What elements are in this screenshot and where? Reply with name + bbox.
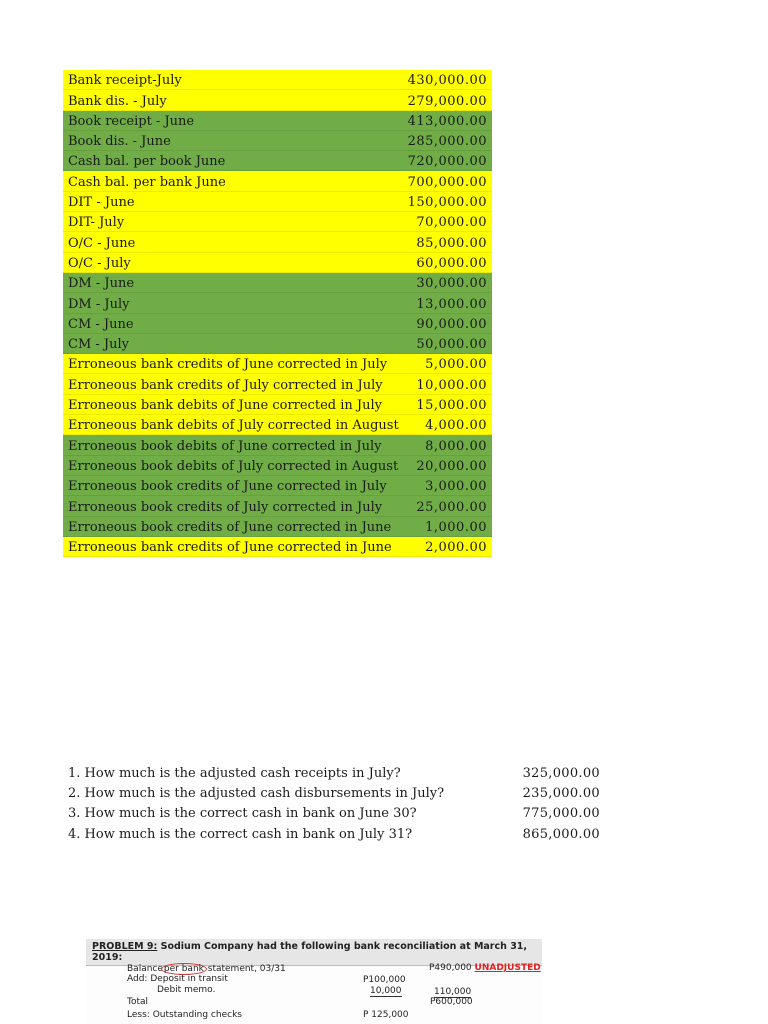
row-value: 700,000.00 [407, 174, 487, 190]
oc-label: Outstanding checks [152, 1010, 242, 1020]
table-row [63, 151, 492, 171]
table-row [63, 192, 492, 212]
table-row [63, 395, 492, 415]
row-label: Book receipt - June [68, 113, 195, 129]
add-total-value: 110,000 [434, 987, 472, 997]
question-answer: 325,000.00 [522, 765, 600, 781]
row-label: Erroneous book credits of June corrected in July [68, 479, 387, 495]
question-list [68, 763, 600, 845]
row-value: 3,000.00 [425, 479, 487, 495]
row-value: 15,000.00 [416, 398, 487, 414]
row-value: 70,000.00 [416, 215, 487, 231]
row-value: 85,000.00 [416, 235, 487, 251]
row-label: Erroneous book debits of July corrected in August [68, 458, 399, 474]
debit-memo-value: 10,000 [370, 986, 402, 996]
row-value: 50,000.00 [416, 337, 487, 353]
table-row [63, 537, 492, 557]
table-row [63, 354, 492, 374]
debit-memo-label: Debit memo. [157, 985, 216, 995]
question-item [68, 763, 600, 783]
table-row [63, 374, 492, 394]
row-value: 60,000.00 [416, 255, 487, 271]
question-item [68, 783, 600, 803]
table-row [63, 314, 492, 334]
row-value: 90,000.00 [416, 316, 487, 332]
problem-9-image [86, 939, 542, 1024]
table-row [63, 253, 492, 273]
table-row [63, 517, 492, 537]
table-row [63, 273, 492, 293]
row-label: Erroneous book credits of July corrected in July [68, 499, 383, 515]
row-value: 25,000.00 [416, 499, 487, 515]
oc-value: P 125,000 [363, 1010, 409, 1020]
table-row [63, 90, 492, 110]
add-label: Add: [127, 974, 148, 984]
table-row [63, 232, 492, 252]
question-item [68, 804, 600, 824]
row-label: Erroneous bank debits of July corrected in August [68, 418, 399, 434]
row-value: 13,000.00 [416, 296, 487, 312]
row-value: 10,000.00 [416, 377, 487, 393]
row-label: DM - July [68, 296, 130, 312]
row-value: 150,000.00 [407, 195, 487, 211]
question-answer: 235,000.00 [522, 786, 600, 802]
row-label: Cash bal. per bank June [68, 174, 226, 190]
table-row [63, 70, 492, 90]
row-label: Erroneous bank credits of July corrected in July [68, 377, 383, 393]
question-text: 2. How much is the adjusted cash disbursements in July? [68, 786, 445, 802]
row-label: Erroneous bank credits of June corrected in July [68, 357, 388, 373]
balance-value-line [429, 963, 541, 973]
row-value: 279,000.00 [407, 93, 487, 109]
problem-header [86, 939, 542, 966]
row-label: CM - July [68, 337, 130, 353]
dit-value: P100,000 [363, 975, 406, 985]
row-label: Erroneous bank debits of June corrected in July [68, 398, 382, 414]
less-line [127, 1010, 242, 1020]
table-row [63, 415, 492, 435]
less-label: Less: [127, 1010, 150, 1020]
row-value: 285,000.00 [407, 134, 487, 150]
table-row [63, 212, 492, 232]
row-label: Cash bal. per book June [68, 154, 226, 170]
row-label: Erroneous book debits of June corrected in July [68, 438, 382, 454]
question-item [68, 824, 600, 844]
question-answer: 865,000.00 [522, 826, 600, 842]
table-row [63, 293, 492, 313]
table-row [63, 476, 492, 496]
row-label: DIT - June [68, 195, 135, 211]
total-value: P600,000 [430, 997, 473, 1007]
row-label: CM - June [68, 316, 134, 332]
row-label: O/C - June [68, 235, 136, 251]
table-row [63, 334, 492, 354]
row-label: Erroneous bank credits of June corrected in June [68, 540, 392, 556]
question-text: 3. How much is the correct cash in bank on June 30? [68, 806, 417, 822]
problem-number: PROBLEM 9: [92, 941, 158, 952]
row-value: 20,000.00 [416, 458, 487, 474]
balance-label: Balance [127, 964, 163, 974]
table-row [63, 131, 492, 151]
reconciliation-data-table [63, 70, 492, 557]
dit-label: Deposit in transit [150, 974, 228, 984]
problem-title: Sodium Company had the following bank reconciliation at March 31, 2019: [92, 941, 528, 963]
add-line [127, 974, 228, 984]
table-row [63, 111, 492, 131]
row-label: DM - June [68, 276, 135, 292]
table-row [63, 435, 492, 455]
balance-value: P490,000 [429, 963, 472, 973]
question-text: 4. How much is the correct cash in bank on July 31? [68, 826, 413, 842]
row-value: 2,000.00 [425, 540, 487, 556]
row-label: DIT- July [68, 215, 125, 231]
table-row [63, 496, 492, 516]
total-label: Total [127, 997, 149, 1007]
row-value: 413,000.00 [407, 113, 487, 129]
per-bank-circled: per bank [161, 963, 207, 975]
row-label: Book dis. - June [68, 134, 171, 150]
row-value: 4,000.00 [425, 418, 487, 434]
question-answer: 775,000.00 [522, 806, 600, 822]
row-label: Erroneous book credits of June corrected in June [68, 519, 392, 535]
row-label: Bank dis. - July [68, 93, 167, 109]
row-label: O/C - July [68, 255, 131, 271]
table-row [63, 171, 492, 191]
row-value: 1,000.00 [425, 519, 487, 535]
table-row [63, 456, 492, 476]
row-value: 8,000.00 [425, 438, 487, 454]
row-value: 430,000.00 [407, 73, 487, 89]
balance-label-date: statement, 03/31 [207, 964, 286, 974]
row-value: 720,000.00 [407, 154, 487, 170]
row-value: 30,000.00 [416, 276, 487, 292]
unadjusted-note: UNADJUSTED [474, 963, 541, 973]
row-value: 5,000.00 [425, 357, 487, 373]
question-text: 1. How much is the adjusted cash receipts in July? [68, 765, 401, 781]
row-label: Bank receipt-July [68, 73, 182, 89]
